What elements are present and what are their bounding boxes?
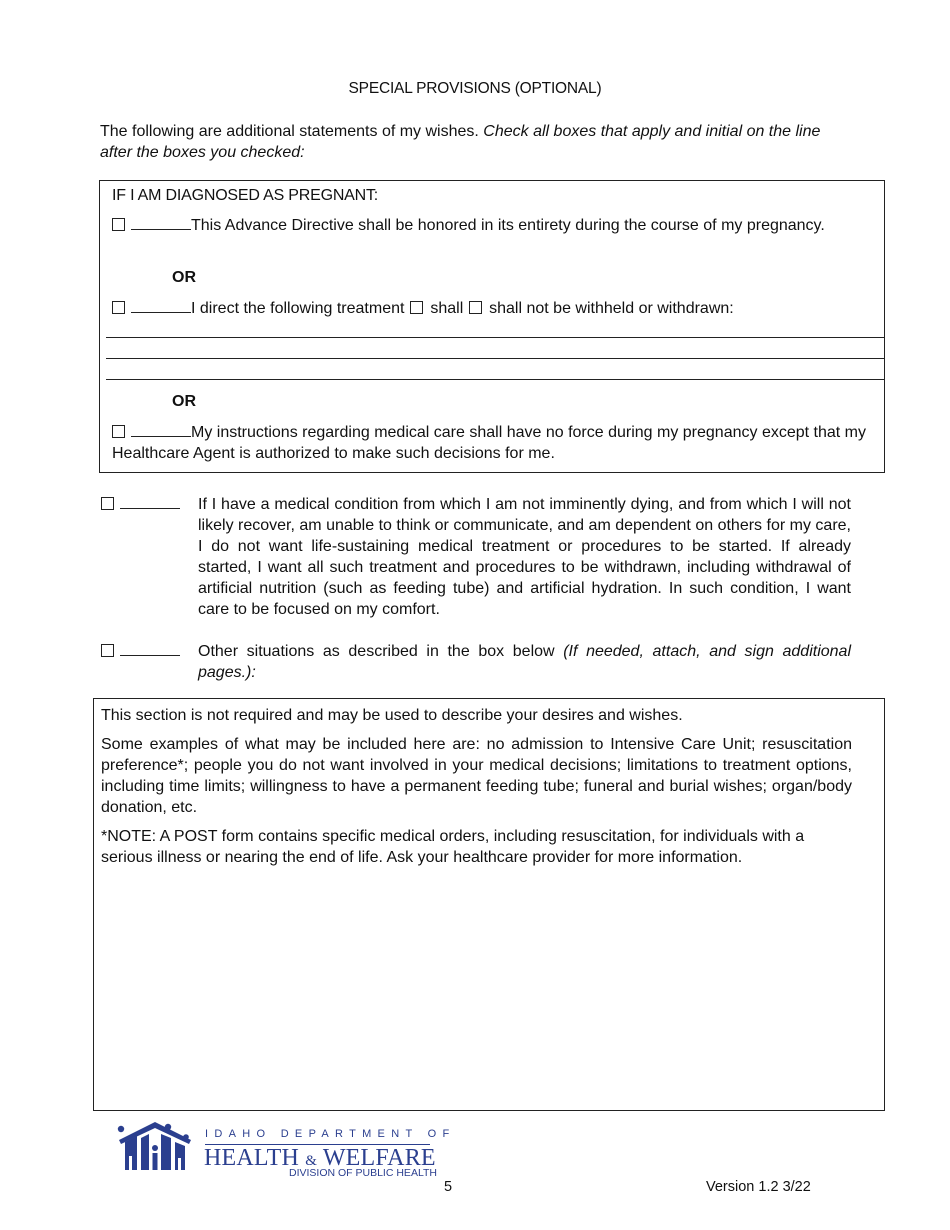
other-box-examples: Some examples of what may be included here are: no admission to Intensive Care Unit; resuscitation preference*; people you do not want involved in your medical decisions; limitations to treatment options, including time limits; willingness to have a permanent feeding tube; funeral and burial wishes; organ/body donation, etc. [101,736,852,816]
pregnancy-section [99,180,885,473]
option-no-force-text: My instructions regarding medical care shall have no force during my pregnancy except that my Healthcare Agent is authorized to make such decisions for me. [112,424,866,462]
idhw-logo [115,1120,456,1180]
treatment-write-line-3[interactable] [106,379,884,380]
initial-line-honored[interactable] [131,217,191,230]
checkbox-honored[interactable] [112,218,125,231]
condition-text: If I have a medical condition from which I am not imminently dying, and from which I will not likely recover, am unable to think or communicate, and am dependent on others for my care, I do not want life-sustaining medical treatment or procedures to be started. If already started, I want all such treatment and procedures to be withdrawn, including withdrawal of artificial nutrition (such as feeding tube) and artificial hydration. In such condition, I want care to be focused on my comfort. [198,496,851,618]
intro-text [100,121,852,163]
other-plain: Other situations as described in the box below [198,643,564,660]
page-number: 5 [444,1179,453,1195]
pregnancy-option-direct [112,298,734,319]
logo-ampersand: & [305,1153,318,1169]
checkbox-condition[interactable] [101,497,114,510]
other-box-intro: This section is not required and may be used to describe your desires and wishes. [101,707,683,724]
checkbox-direct[interactable] [112,301,125,314]
intro-instructions: Check all boxes that apply and initial on the line after the boxes you checked: [100,123,821,161]
logo-health: HEALTH [204,1145,306,1171]
condition-provision [101,494,851,620]
version-label: Version 1.2 3/22 [706,1179,811,1195]
or-label-1: OR [172,269,196,286]
logo-welfare: WELFARE [317,1145,436,1171]
checkbox-shall[interactable] [410,301,423,314]
treatment-write-line-1[interactable] [106,337,884,338]
shall-not-label: shall not be withheld or withdrawn: [484,300,734,317]
initial-line-no-force[interactable] [131,424,191,437]
other-provision [101,641,851,683]
checkbox-shall-not[interactable] [469,301,482,314]
logo-line-1: IDAHO DEPARTMENT OF [205,1128,456,1140]
option-direct-text: I direct the following treatment [191,300,409,317]
initial-line-other[interactable] [120,643,180,656]
other-wishes-box[interactable] [93,698,885,1111]
pregnancy-option-honored [112,215,872,236]
other-text [198,641,851,683]
or-label-2: OR [172,393,196,410]
initial-line-condition[interactable] [120,496,180,509]
checkbox-no-force[interactable] [112,425,125,438]
pregnancy-option-no-force [112,422,872,464]
logo-line-3: DIVISION OF PUBLIC HEALTH [289,1167,437,1179]
intro-plain: The following are additional statements of my wishes. [100,123,484,140]
shall-label: shall [425,300,468,317]
option-honored-text: This Advance Directive shall be honored in its entirety during the course of my pregnancy. [191,217,825,234]
treatment-write-line-2[interactable] [106,358,884,359]
other-box-note: *NOTE: A POST form contains specific medical orders, including resuscitation, for individuals with a serious illness or nearing the end of life. Ask your healthcare provider for more information. [101,828,805,866]
initial-line-direct[interactable] [131,300,191,313]
pregnancy-heading: IF I AM DIAGNOSED AS PREGNANT: [112,187,379,204]
checkbox-other[interactable] [101,644,114,657]
page-title: SPECIAL PROVISIONS (OPTIONAL) [348,80,602,97]
house-family-icon [115,1120,195,1176]
other-instructions: (If needed, attach, and sign additional pages.): [198,643,851,681]
